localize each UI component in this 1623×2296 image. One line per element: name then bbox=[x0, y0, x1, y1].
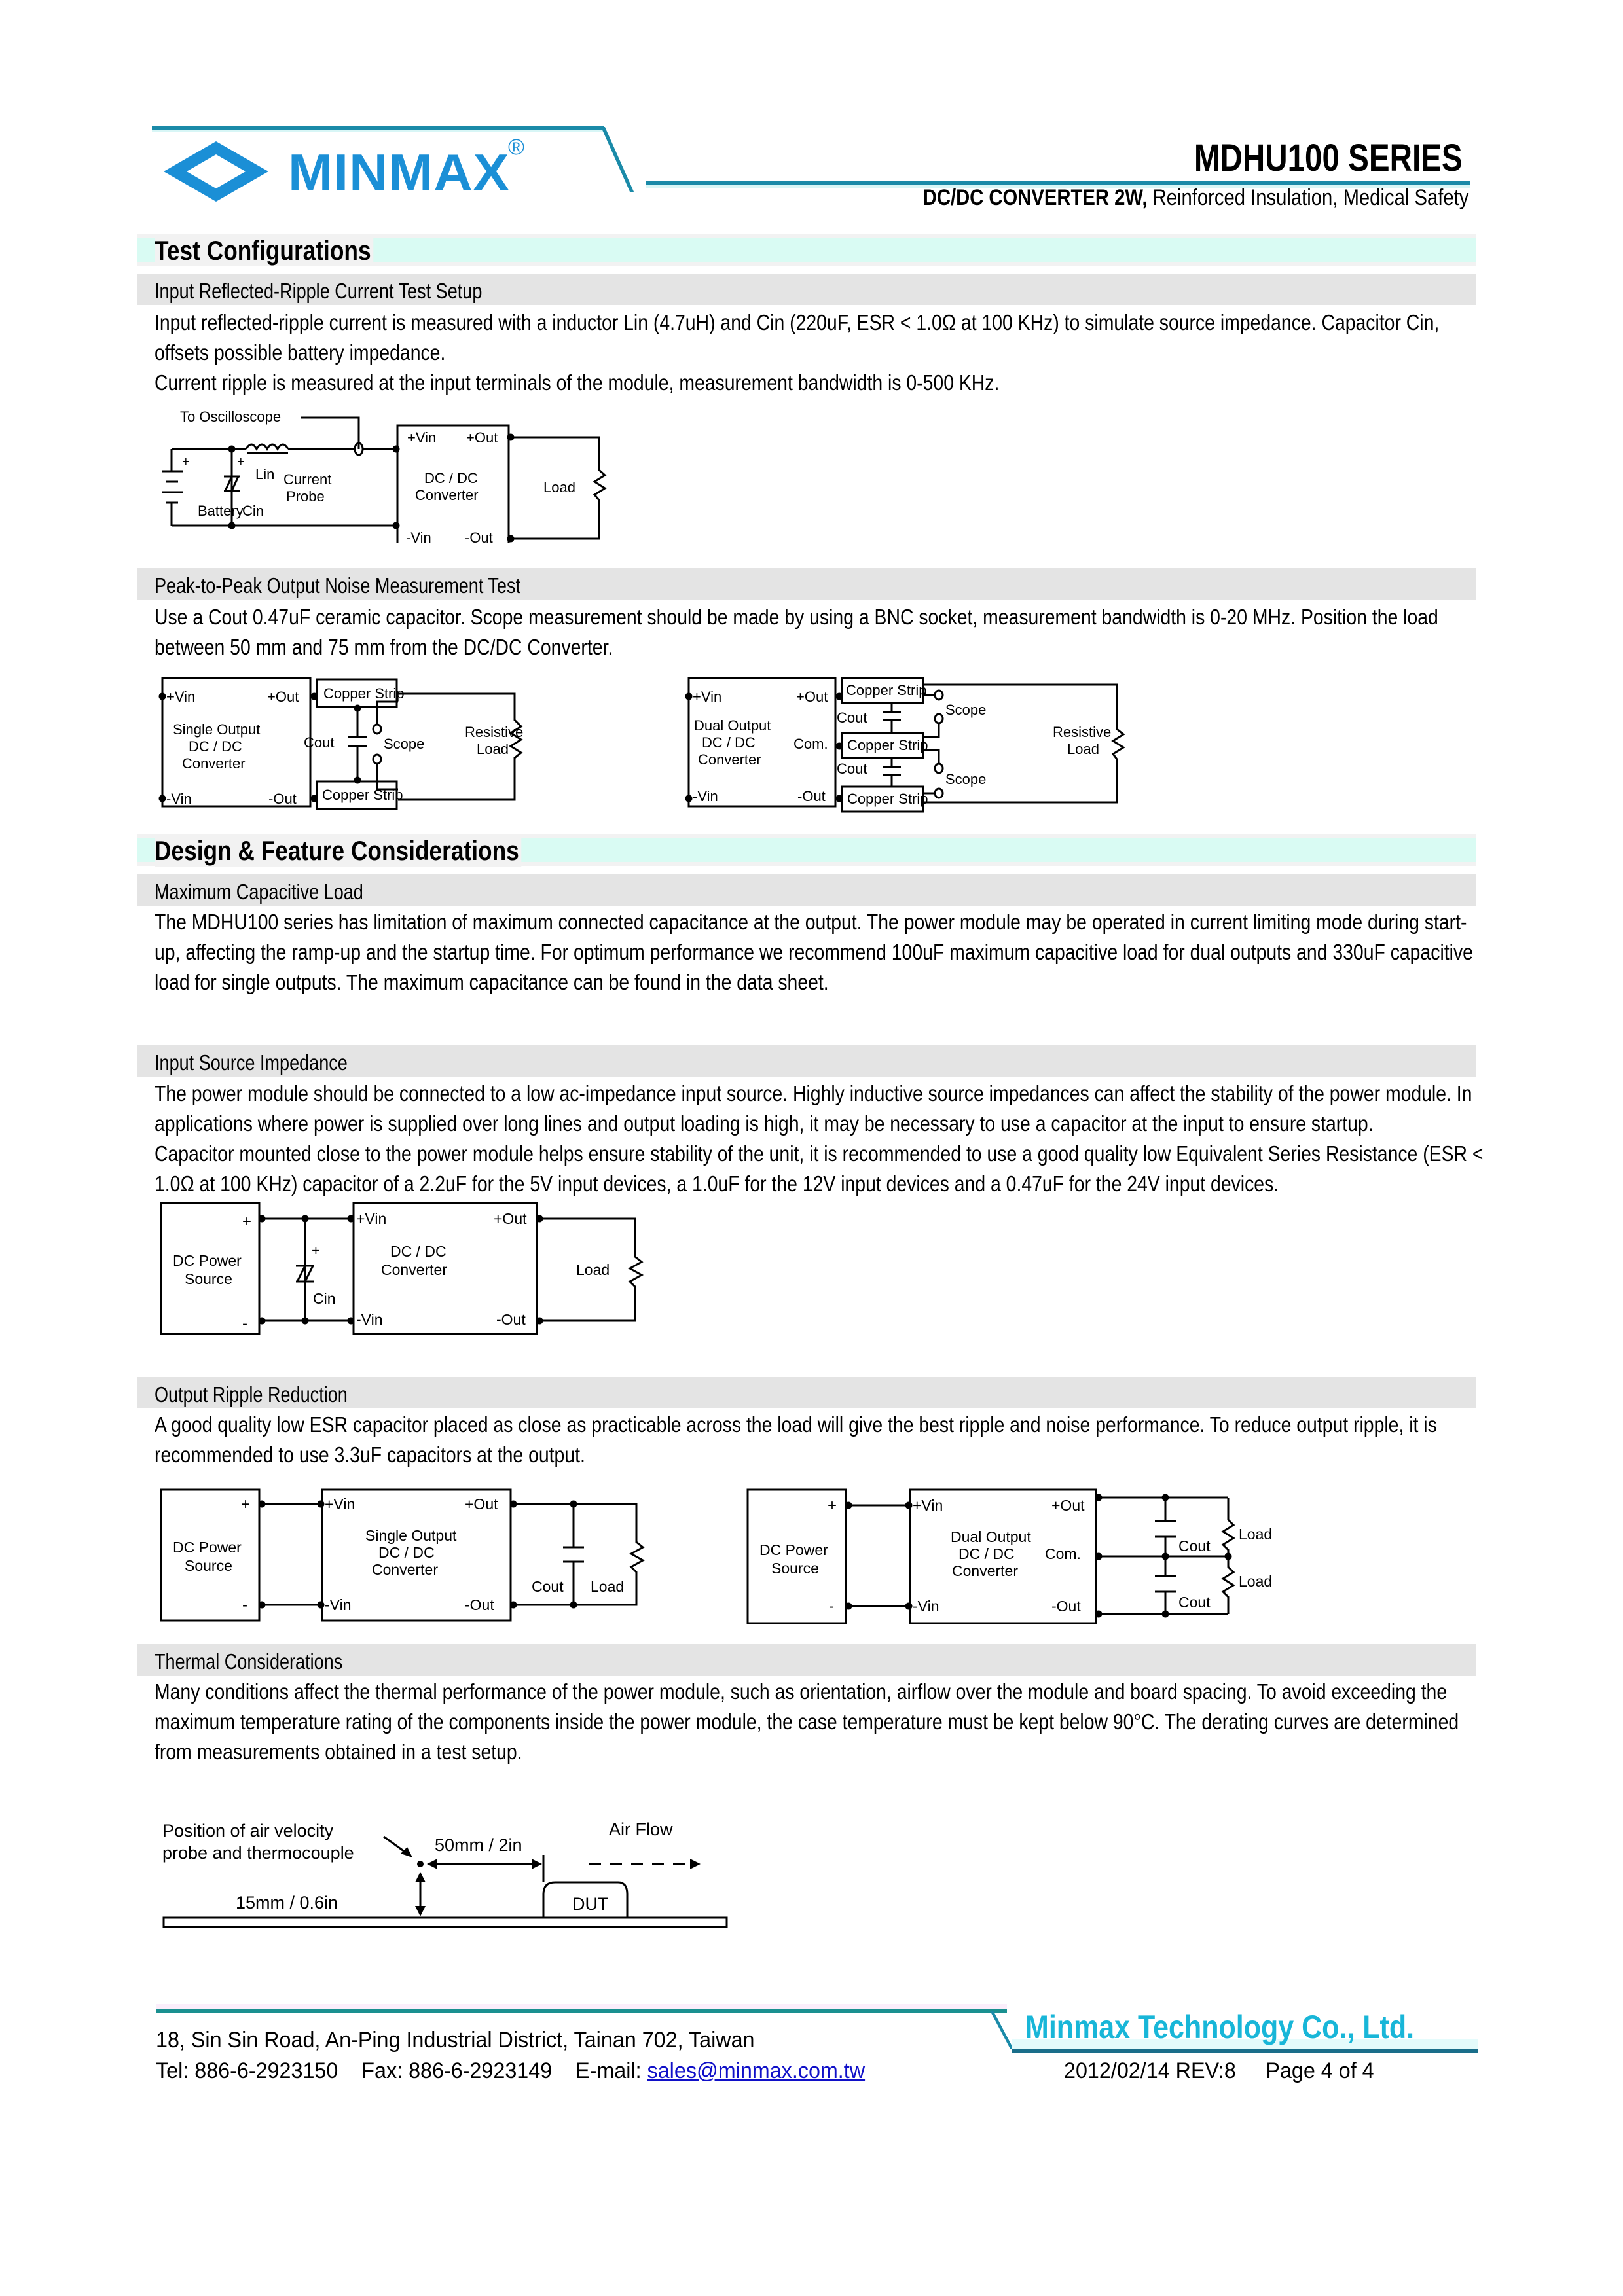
svg-text:15mm / 0.6in: 15mm / 0.6in bbox=[236, 1893, 338, 1912]
svg-text:+Vin: +Vin bbox=[325, 1496, 356, 1513]
svg-text:+: + bbox=[182, 455, 190, 469]
footer-fax: Fax: 886-6-2923149 bbox=[361, 2058, 553, 2083]
subsection-input-ripple bbox=[137, 274, 1476, 305]
subsection-thermal bbox=[137, 1644, 1476, 1676]
svg-text:Probe: Probe bbox=[286, 488, 325, 505]
footer-rule-shadow bbox=[156, 2004, 1007, 2009]
svg-text:Resistive: Resistive bbox=[465, 724, 524, 740]
footer-company-name: Minmax Technology Co., Ltd. bbox=[1025, 2009, 1415, 2045]
footer-address: 18, Sin Sin Road, An-Ping Industrial District, Tainan 702, Taiwan bbox=[156, 2028, 755, 2053]
footer-rule bbox=[156, 2009, 1007, 2013]
svg-text:Cout: Cout bbox=[1178, 1537, 1211, 1554]
svg-text:Dual Output: Dual Output bbox=[951, 1528, 1031, 1545]
svg-text:Source: Source bbox=[771, 1560, 819, 1577]
svg-text:-: - bbox=[242, 1596, 247, 1614]
svg-text:Resistive: Resistive bbox=[1053, 724, 1112, 740]
svg-text:Copper Strip: Copper Strip bbox=[847, 791, 928, 807]
svg-text:Load: Load bbox=[477, 741, 509, 757]
svg-text:Copper Strip: Copper Strip bbox=[322, 787, 403, 803]
svg-text:Load: Load bbox=[1239, 1573, 1273, 1590]
thermal-text bbox=[155, 1677, 1484, 1767]
svg-text:+: + bbox=[312, 1242, 320, 1259]
section-title: Test Configurations bbox=[155, 235, 373, 266]
subsection-input-impedance bbox=[137, 1045, 1476, 1077]
svg-text:Battery: Battery bbox=[198, 503, 244, 519]
paragraph: Use a Cout 0.47uF ceramic capacitor. Scope measurement should be made by using a BNC socket, measurement bandwidth is 0-20 MHz. Position the load between 50 mm and 75 mm from the DC/DC Converter. bbox=[155, 605, 1438, 659]
svg-text:Source: Source bbox=[185, 1557, 232, 1574]
svg-text:Converter: Converter bbox=[381, 1261, 447, 1278]
footer-email-label: E-mail: bbox=[575, 2058, 647, 2083]
ripple-reduction-text bbox=[155, 1410, 1484, 1470]
subsection-title: Input Source Impedance bbox=[155, 1050, 348, 1075]
svg-text:Cin: Cin bbox=[313, 1290, 336, 1307]
ripple-dual-output-diagram bbox=[744, 1487, 1281, 1644]
svg-text:Load: Load bbox=[576, 1261, 610, 1278]
svg-text:+Out: +Out bbox=[267, 689, 299, 705]
section-design-feature bbox=[137, 834, 1476, 866]
paragraph: The power module should be connected to a low ac-impedance input source. Highly inductive source impedances can affect the stability of the power module. In applications where power is supplied over long lines and output loading is high, it may be necessary to use a capacitor at the input to ensure startup. bbox=[155, 1081, 1472, 1136]
svg-text:Copper Strip: Copper Strip bbox=[323, 685, 405, 702]
svg-text:DUT: DUT bbox=[572, 1894, 609, 1914]
svg-text:+Vin: +Vin bbox=[407, 429, 437, 446]
svg-text:+: + bbox=[242, 1213, 252, 1230]
input-ripple-text bbox=[155, 308, 1484, 398]
max-cap-text bbox=[155, 907, 1484, 997]
svg-text:Load: Load bbox=[543, 479, 575, 495]
svg-text:Converter: Converter bbox=[372, 1561, 438, 1578]
svg-text:Source: Source bbox=[185, 1270, 232, 1287]
svg-text:Position of air velocity: Position of air velocity bbox=[162, 1821, 334, 1840]
email-link[interactable]: sales@minmax.com.tw bbox=[647, 2058, 866, 2083]
svg-text:+Out: +Out bbox=[465, 1496, 498, 1513]
svg-text:50mm / 2in: 50mm / 2in bbox=[435, 1835, 522, 1855]
series-title: MDHU100 SERIES bbox=[1194, 137, 1463, 179]
svg-text:To Oscilloscope: To Oscilloscope bbox=[180, 408, 282, 425]
input-ripple-diagram bbox=[151, 406, 622, 543]
svg-text:Scope: Scope bbox=[945, 771, 987, 787]
footer-rule-right bbox=[1012, 2049, 1478, 2053]
svg-text:Single Output: Single Output bbox=[173, 721, 261, 738]
svg-text:-: - bbox=[242, 1315, 247, 1333]
svg-text:Cout: Cout bbox=[837, 709, 867, 726]
svg-text:Air Flow: Air Flow bbox=[609, 1820, 673, 1839]
svg-text:DC Power: DC Power bbox=[759, 1541, 828, 1558]
header-rule-top-shadow bbox=[152, 130, 604, 132]
svg-text:-Vin: -Vin bbox=[693, 788, 718, 804]
product-subtitle bbox=[922, 185, 1468, 211]
svg-text:-Out: -Out bbox=[268, 791, 297, 807]
svg-text:-Vin: -Vin bbox=[166, 791, 192, 807]
noise-text bbox=[155, 602, 1484, 662]
svg-text:+Out: +Out bbox=[796, 689, 828, 705]
subtitle-rest: Reinforced Insulation, Medical Safety bbox=[1147, 185, 1468, 210]
svg-text:DC / DC: DC / DC bbox=[189, 738, 242, 755]
svg-text:Cout: Cout bbox=[1178, 1594, 1211, 1611]
svg-text:Cout: Cout bbox=[304, 734, 335, 751]
svg-text:Converter: Converter bbox=[415, 487, 479, 503]
svg-text:DC Power: DC Power bbox=[173, 1252, 242, 1269]
footer-page-number: Page 4 of 4 bbox=[1266, 2058, 1374, 2083]
paragraph: Input reflected-ripple current is measured with a inductor Lin (4.7uH) and Cin (220uF, ESR < 1.0Ω at 100 KHz) to simulate source impedance. Capacitor Cin, offsets possible battery impedance. bbox=[155, 310, 1440, 365]
minmax-logo-icon bbox=[157, 139, 275, 207]
input-impedance-diagram bbox=[157, 1200, 655, 1351]
header-rule-slant bbox=[601, 127, 634, 192]
subtitle-bold: DC/DC CONVERTER 2W, bbox=[922, 185, 1148, 210]
input-impedance-text bbox=[155, 1079, 1484, 1199]
svg-text:DC / DC: DC / DC bbox=[378, 1544, 435, 1561]
svg-text:+Vin: +Vin bbox=[913, 1497, 943, 1514]
svg-text:-Out: -Out bbox=[496, 1311, 526, 1328]
svg-text:Converter: Converter bbox=[952, 1562, 1018, 1579]
paragraph: Current ripple is measured at the input terminals of the module, measurement bandwidth is 0-500 KHz. bbox=[155, 370, 1000, 395]
svg-text:Single Output: Single Output bbox=[365, 1527, 457, 1544]
svg-text:+Vin: +Vin bbox=[693, 689, 722, 705]
thermal-test-diagram bbox=[157, 1813, 746, 1944]
svg-text:Converter: Converter bbox=[698, 751, 761, 768]
svg-text:Com.: Com. bbox=[793, 736, 828, 752]
svg-text:+Vin: +Vin bbox=[356, 1210, 387, 1227]
subsection-noise bbox=[137, 568, 1476, 600]
svg-text:+Out: +Out bbox=[1051, 1497, 1085, 1514]
svg-text:+: + bbox=[241, 1496, 251, 1513]
subsection-max-cap bbox=[137, 874, 1476, 906]
svg-text:-Out: -Out bbox=[797, 788, 826, 804]
svg-text:+Out: +Out bbox=[466, 429, 498, 446]
footer-contact bbox=[156, 2058, 865, 2084]
svg-text:DC / DC: DC / DC bbox=[702, 734, 756, 751]
svg-text:Copper Strip: Copper Strip bbox=[847, 737, 928, 753]
svg-text:+Vin: +Vin bbox=[166, 689, 196, 705]
svg-text:-: - bbox=[829, 1598, 834, 1615]
header-rule-bottom bbox=[646, 181, 1470, 185]
svg-text:Cout: Cout bbox=[837, 761, 867, 777]
svg-text:Current: Current bbox=[283, 471, 332, 488]
ripple-single-output-diagram bbox=[157, 1487, 655, 1644]
paragraph: The MDHU100 series has limitation of maximum connected capacitance at the output. The power module may be operated in current limiting mode during start-up, affecting the ramp-up and the startup time. For optimum performance we recommend 100uF maximum capacitive load for dual outputs and 330uF capacitive load for single outputs. The maximum capacitance can be found in the data sheet. bbox=[155, 910, 1473, 994]
section-title: Design & Feature Considerations bbox=[155, 835, 521, 867]
subsection-title: Input Reflected-Ripple Current Test Setup bbox=[155, 279, 483, 303]
svg-text:Scope: Scope bbox=[945, 702, 987, 718]
svg-text:DC Power: DC Power bbox=[173, 1539, 242, 1556]
svg-text:-Vin: -Vin bbox=[356, 1311, 383, 1328]
svg-text:Load: Load bbox=[591, 1578, 625, 1595]
svg-text:DC / DC: DC / DC bbox=[390, 1243, 447, 1260]
svg-text:Cout: Cout bbox=[532, 1578, 564, 1595]
svg-text:Converter: Converter bbox=[182, 755, 246, 772]
svg-text:Cin: Cin bbox=[242, 503, 264, 519]
svg-text:DC / DC: DC / DC bbox=[424, 470, 478, 486]
paragraph: A good quality low ESR capacitor placed as close as practicable across the load will give the best ripple and noise performance. To reduce output ripple, it is recommended to use 3.3uF capacitors at the output. bbox=[155, 1412, 1437, 1467]
svg-text:probe and thermocouple: probe and thermocouple bbox=[162, 1843, 354, 1863]
section-test-configurations bbox=[137, 234, 1476, 266]
noise-single-output-diagram bbox=[155, 675, 613, 813]
paragraph: Many conditions affect the thermal performance of the power module, such as orientation, airflow over the module and board spacing. To avoid exceeding the maximum temperature rating of the components inside the power module, the case temperature must be kept below 90°C. The derating curves are determined from measurements obtained in a test setup. bbox=[155, 1679, 1459, 1764]
footer-revision bbox=[1064, 2058, 1374, 2084]
footer-tel: Tel: 886-6-2923150 bbox=[156, 2058, 338, 2083]
noise-dual-output-diagram bbox=[684, 675, 1142, 813]
svg-text:+: + bbox=[237, 455, 245, 469]
paragraph: Capacitor mounted close to the power module helps ensure stability of the unit, it is recommended to use a good quality low Equivalent Series Resistance (ESR < 1.0Ω at 100 KHz) capacitor of a 2.2uF for the 5V input devices, a 1.0uF for the 12V input devices and a 0.47uF for the 24V input devices. bbox=[155, 1141, 1484, 1196]
subsection-ripple-reduction bbox=[137, 1377, 1476, 1408]
svg-text:Lin: Lin bbox=[255, 466, 275, 482]
svg-text:Dual Output: Dual Output bbox=[694, 717, 771, 734]
svg-text:-Vin: -Vin bbox=[406, 529, 431, 543]
svg-text:-Out: -Out bbox=[465, 1596, 494, 1613]
svg-text:Com.: Com. bbox=[1045, 1545, 1081, 1562]
subsection-title: Maximum Capacitive Load bbox=[155, 880, 363, 904]
svg-text:-Out: -Out bbox=[1051, 1598, 1081, 1615]
subsection-title: Peak-to-Peak Output Noise Measurement Test bbox=[155, 573, 521, 598]
svg-text:+: + bbox=[828, 1497, 837, 1515]
registered-mark: ® bbox=[508, 135, 525, 160]
svg-text:-Vin: -Vin bbox=[325, 1596, 352, 1613]
svg-text:+Out: +Out bbox=[494, 1210, 527, 1227]
svg-text:Copper Strip: Copper Strip bbox=[846, 682, 927, 698]
svg-text:-Vin: -Vin bbox=[913, 1598, 939, 1615]
svg-text:Load: Load bbox=[1067, 741, 1099, 757]
svg-text:-Out: -Out bbox=[465, 529, 493, 543]
subsection-title: Thermal Considerations bbox=[155, 1649, 343, 1674]
footer-rule-slant bbox=[990, 2011, 1013, 2049]
svg-text:Load: Load bbox=[1239, 1526, 1273, 1543]
footer-date-rev: 2012/02/14 REV:8 bbox=[1064, 2058, 1236, 2083]
svg-text:Scope: Scope bbox=[384, 736, 425, 752]
logo-wordmark: MINMAX bbox=[288, 143, 510, 201]
subsection-title: Output Ripple Reduction bbox=[155, 1382, 348, 1407]
svg-text:DC / DC: DC / DC bbox=[958, 1545, 1015, 1562]
